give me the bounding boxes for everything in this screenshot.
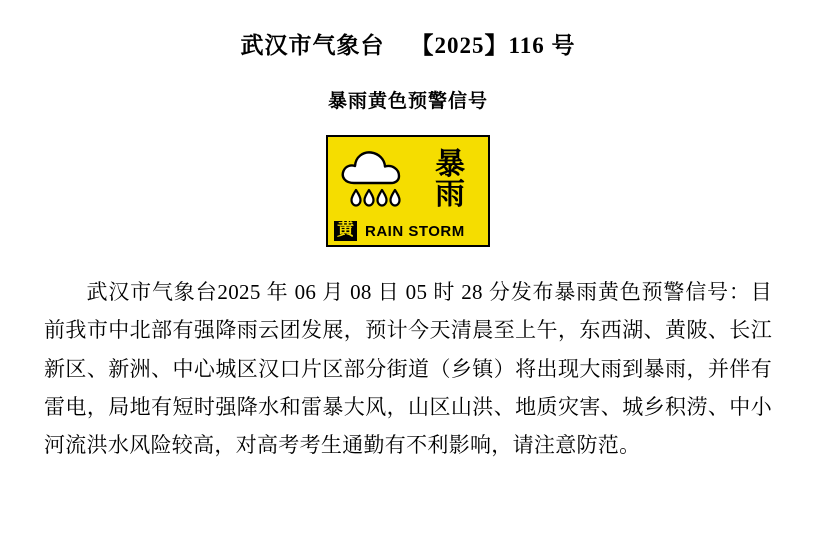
warning-body-content: 武汉市气象台2025 年 06 月 08 日 05 时 28 分发布暴雨黄色预警信号：目前我市中北部有强降雨云团发展，预计今天清晨至上午，东西湖、黄陂、长江新区、新洲、中心城区汉口片区部分街道（乡镇）将出现大雨到暴雨，并伴有雷电，局地有短时强降水和雷暴大风，山区山洪、地质灾害、城乡积涝、中小河流洪水风险较高，对高考考生通勤有不利影响，请注意防范。 — [44, 280, 772, 458]
warning-body-text — [44, 273, 772, 464]
signal-char-1: 暴 — [435, 147, 465, 181]
signal-level-badge: 黄 — [334, 221, 357, 241]
document-number: 【2025】116 号 — [410, 33, 576, 58]
issuing-office: 武汉市气象台 — [240, 33, 385, 58]
signal-bottom-row — [328, 219, 488, 245]
page-title — [44, 30, 772, 62]
warning-signal-badge — [326, 135, 490, 247]
signal-top-row — [328, 137, 488, 219]
signal-char-2: 雨 — [435, 178, 465, 212]
signal-english-label: RAIN STORM — [365, 222, 465, 240]
rain-cloud-icon — [334, 143, 418, 217]
warning-subtitle: 暴雨黄色预警信号 — [327, 91, 488, 113]
signal-chinese-label — [418, 147, 482, 212]
warning-signal-wrap — [44, 135, 772, 247]
